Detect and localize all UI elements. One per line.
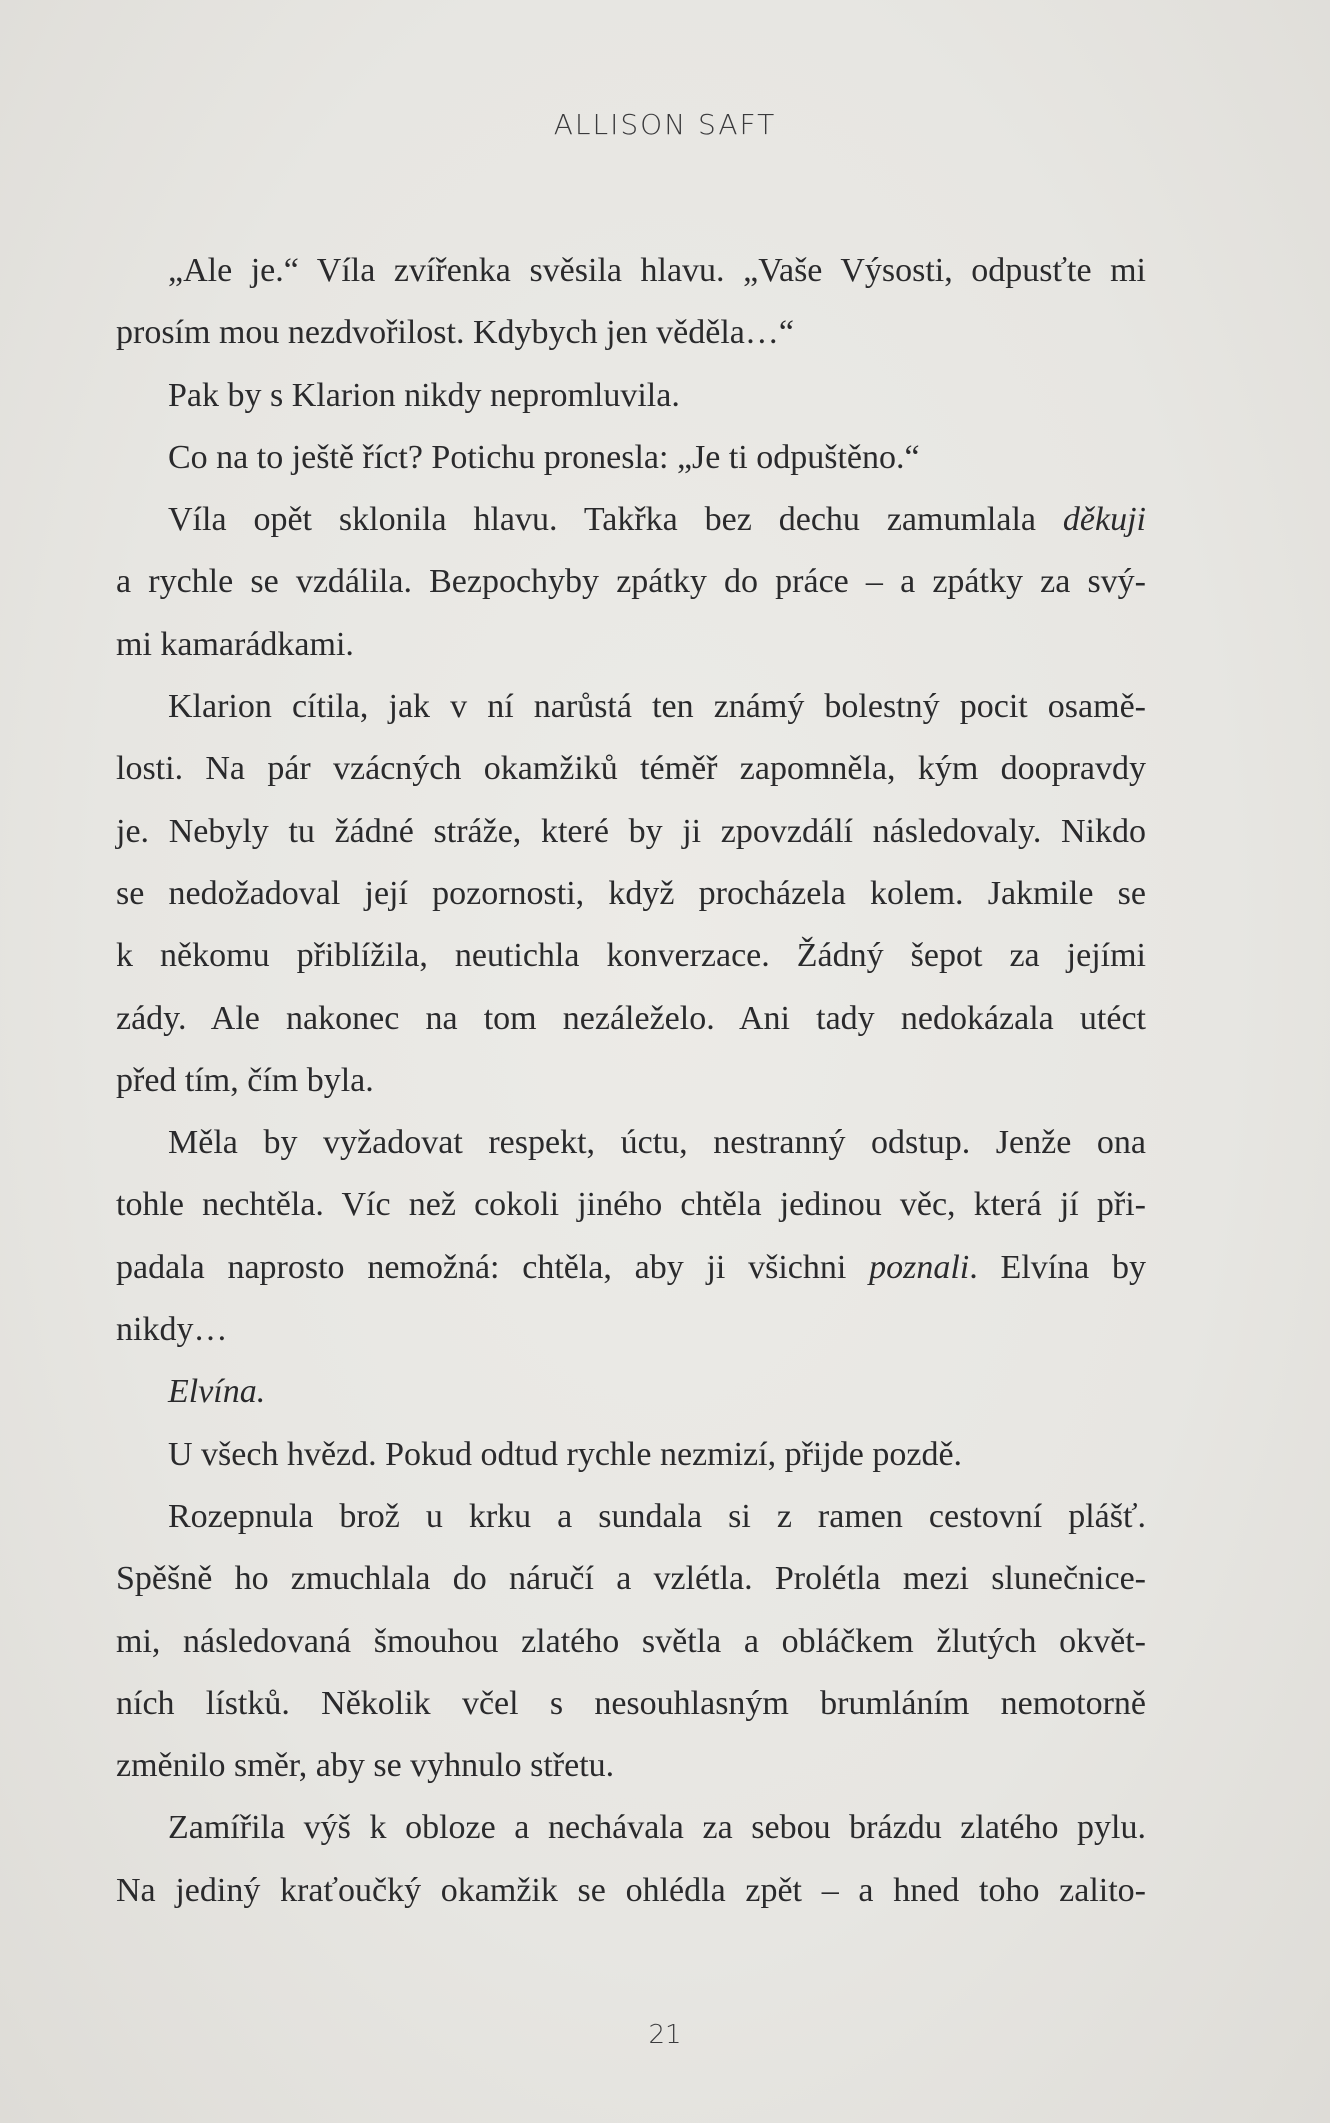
text-line: mi, následovaná šmouhou zlatého světla a obláčkem žlutých okvět-	[116, 1622, 1146, 1660]
text-line	[116, 489, 1146, 551]
text-line: Co na to ještě říct? Potichu pronesla: „Je ti odpuštěno.“	[168, 438, 920, 476]
text-line	[116, 1361, 1146, 1423]
text-line: Na jediný kraťoučký okamžik se ohlédla zpět – a hned toho zalito-	[116, 1871, 1146, 1909]
text-line: mi kamarádkami.	[116, 625, 354, 663]
page-number: 21	[648, 2020, 682, 2050]
text-run: padala naprosto nemožná: chtěla, aby ji všichni	[116, 1248, 870, 1286]
text-line: nikdy…	[116, 1311, 228, 1349]
text-line: losti. Na pár vzácných okamžiků téměř zapomněla, kým doopravdy	[116, 750, 1146, 788]
text-line: prosím mou nezdvořilost. Kdybych jen věděla…“	[116, 314, 794, 352]
text-line: změnilo směr, aby se vyhnulo střetu.	[116, 1747, 615, 1785]
text-line: se nedožadoval její pozornosti, když procházela kolem. Jakmile se	[116, 874, 1146, 912]
text-line: Zamířila výš k obloze a nechávala za sebou brázdu zlatého pylu.	[168, 1809, 1146, 1847]
text-line: před tím, čím byla.	[116, 1061, 374, 1099]
text-line: Pak by s Klarion nikdy nepromluvila.	[168, 376, 680, 414]
text-line: Spěšně ho zmuchlala do náručí a vzlétla. Prolétla mezi slunečnice-	[116, 1560, 1146, 1598]
text-run: Víla opět sklonila hlavu. Takřka bez dechu zamumlala	[168, 501, 1063, 539]
italic-word: děkuji	[1062, 501, 1146, 539]
text-line: Měla by vyžadovat respekt, úctu, nestranný odstup. Jenže ona	[168, 1124, 1146, 1162]
text-line: zády. Ale nakonec na tom nezáleželo. Ani tady nedokázala utéct	[116, 999, 1146, 1037]
running-head: ALLISON SAFT	[553, 108, 777, 141]
italic-word: poznali	[869, 1248, 970, 1286]
text-line	[116, 1237, 1146, 1299]
text-line: „Ale je.“ Víla zvířenka svěsila hlavu. „Vaše Výsosti, odpusťte mi	[168, 252, 1146, 289]
text-line: tohle nechtěla. Víc než cokoli jiného chtěla jedinou věc, která jí při-	[116, 1186, 1146, 1224]
text-line: ních lístků. Několik včel s nesouhlasným brumláním nemotorně	[116, 1684, 1146, 1722]
italic-line: Elvína.	[168, 1373, 266, 1411]
body-text	[116, 240, 1146, 1922]
text-run: . Elvína by	[969, 1248, 1146, 1286]
text-line: je. Nebyly tu žádné stráže, které by ji zpovzdálí následovaly. Nikdo	[116, 812, 1146, 850]
text-line: k někomu přiblížila, neutichla konverzace. Žádný šepot za jejími	[116, 937, 1146, 975]
text-line: a rychle se vzdálila. Bezpochyby zpátky do práce – a zpátky za svý-	[116, 563, 1146, 601]
text-line: Rozepnula brož u krku a sundala si z ramen cestovní plášť.	[168, 1497, 1146, 1535]
text-line: U všech hvězd. Pokud odtud rychle nezmizí, přijde pozdě.	[168, 1435, 963, 1473]
text-line: Klarion cítila, jak v ní narůstá ten známý bolestný pocit osamě-	[168, 688, 1146, 726]
